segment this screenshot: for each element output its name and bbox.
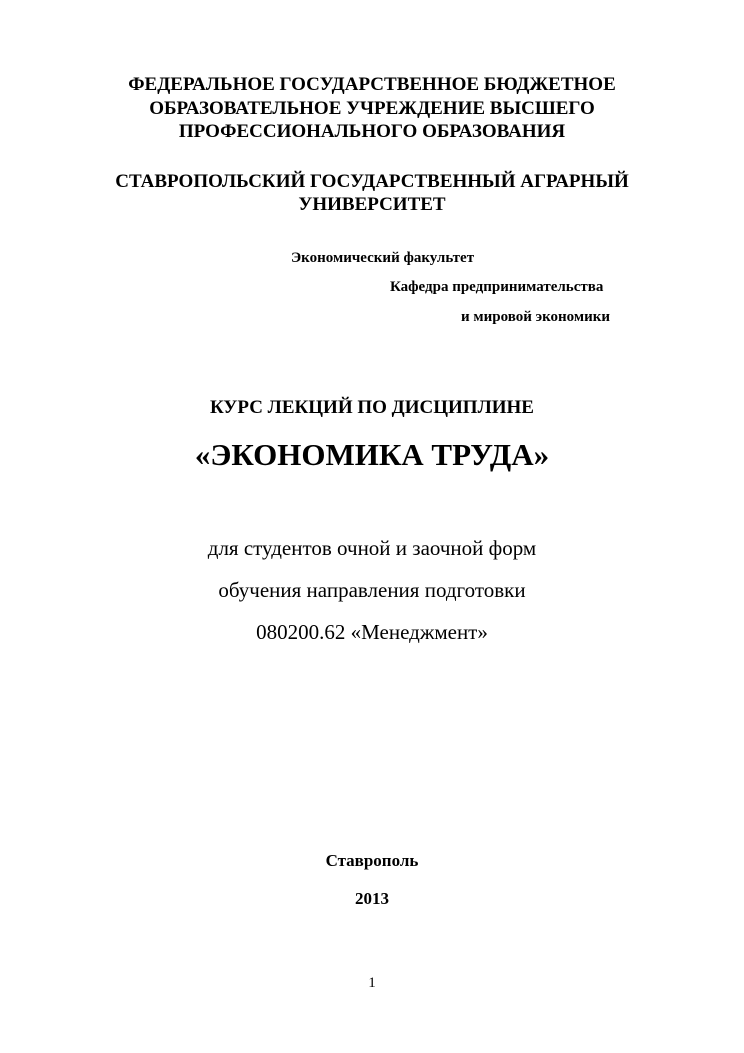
year: 2013 — [355, 889, 389, 908]
audience-line: 080200.62 «Менеджмент» — [256, 620, 488, 644]
course-heading: КУРС ЛЕКЦИЙ ПО ДИСЦИПЛИНЕ — [210, 397, 534, 418]
institution-line: ОБРАЗОВАТЕЛЬНОЕ УЧРЕЖДЕНИЕ ВЫСШЕГО — [149, 98, 595, 119]
university-line: СТАВРОПОЛЬСКИЙ ГОСУДАРСТВЕННЫЙ АГРАРНЫЙ — [115, 171, 629, 192]
institution-line: ФЕДЕРАЛЬНОЕ ГОСУДАРСТВЕННОЕ БЮДЖЕТНОЕ — [128, 74, 616, 95]
department-line: и мировой экономики — [461, 309, 611, 325]
city: Ставрополь — [325, 851, 419, 870]
institution-line: ПРОФЕССИОНАЛЬНОГО ОБРАЗОВАНИЯ — [178, 121, 566, 142]
page-number: 1 — [368, 975, 376, 991]
course-title: «ЭКОНОМИКА ТРУДА» — [194, 437, 550, 472]
audience-line: обучения направления подготовки — [218, 578, 526, 602]
department-line: Кафедра предпринимательства — [390, 279, 604, 295]
audience-line: для студентов очной и заочной форм — [207, 536, 537, 560]
faculty-name: Экономический факультет — [291, 250, 475, 266]
university-line: УНИВЕРСИТЕТ — [298, 194, 446, 215]
